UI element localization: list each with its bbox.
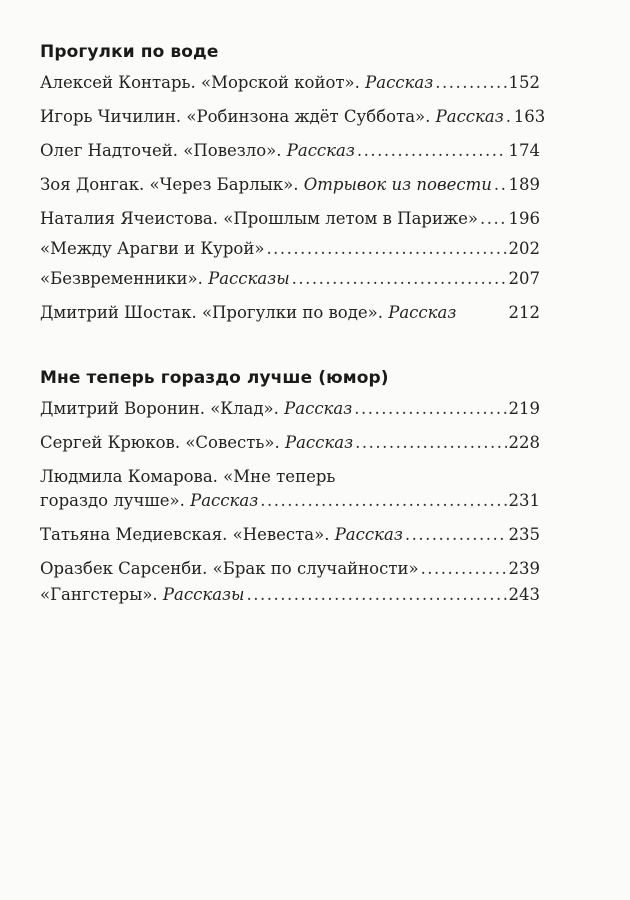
entry-page-number: 196 (508, 209, 540, 228)
entry-text: Дмитрий Шостак. «Прогулки по воде». (40, 303, 389, 322)
toc-entry (40, 72, 540, 94)
toc-entry (40, 174, 540, 196)
toc-entry (40, 524, 540, 546)
toc-section-humor (40, 368, 540, 606)
entry-text: Татьяна Медиевская. «Невеста». (40, 525, 335, 544)
toc-section-progulki (40, 42, 546, 324)
dot-leader (435, 72, 506, 94)
dot-leader (355, 432, 506, 454)
entry-page-number: 174 (508, 141, 540, 160)
entry-text: Дмитрий Воронин. «Клад». (40, 399, 285, 418)
entry-genre: Рассказ (284, 399, 353, 418)
entry-genre: Рассказ (190, 491, 259, 510)
entry-page-number: 219 (508, 399, 540, 418)
entry-text: «Между Арагви и Курой» (40, 239, 265, 258)
entry-page-number: 235 (508, 525, 540, 544)
dot-leader (480, 208, 507, 230)
dot-leader (405, 524, 507, 546)
entry-page-number: 239 (508, 559, 540, 578)
toc-entry (40, 140, 540, 162)
dot-leader (506, 106, 512, 128)
entry-text: Алексей Контарь. «Морской койот». (40, 73, 366, 92)
entry-text: «Безвременники». (40, 269, 209, 288)
dot-leader (421, 558, 507, 580)
entry-text-line: Людмила Комарова. «Мне теперь (40, 467, 336, 486)
entry-genre: Рассказ (286, 141, 355, 160)
dot-leader (260, 490, 506, 512)
entry-genre: Рассказ (334, 525, 403, 544)
dot-leader (292, 268, 507, 290)
entry-page-number: 189 (508, 175, 540, 194)
entry-page-number: 243 (508, 585, 540, 604)
toc-entry (40, 268, 540, 290)
toc-entry (40, 398, 540, 420)
entry-genre: Рассказ (388, 303, 457, 322)
toc-entry (40, 302, 540, 324)
dot-leader (246, 584, 506, 606)
toc-entry (40, 466, 540, 512)
entry-genre: Рассказ (284, 433, 354, 452)
entry-text: «Гангстеры». (40, 585, 163, 604)
toc-entry (40, 238, 540, 260)
entry-page-number: 231 (508, 491, 540, 510)
dot-leader (494, 174, 507, 196)
section-title: Прогулки по воде (40, 42, 219, 62)
entry-page-number: 207 (508, 269, 540, 288)
entry-page-number: 228 (508, 433, 540, 452)
entry-page-number: 212 (508, 303, 540, 322)
toc-entry (40, 432, 540, 454)
entry-text: Олег Надточей. «Повезло». (40, 141, 287, 160)
entry-text: гораздо лучше». (40, 491, 191, 510)
entry-text: Наталия Ячеистова. «Прошлым летом в Париже» (40, 209, 478, 228)
dot-leader (357, 140, 507, 162)
entry-genre: Отрывок из повести (303, 175, 492, 194)
entry-text: Игорь Чичилин. «Робинзона ждёт Суббота». (40, 107, 436, 126)
entry-genre: Рассказы (162, 585, 245, 604)
entry-text: Зоя Донгак. «Через Барлык». (40, 175, 304, 194)
entry-text: Сергей Крюков. «Совесть». (40, 433, 285, 452)
entry-page-number: 152 (508, 73, 540, 92)
entry-page-number: 202 (508, 239, 540, 258)
entry-text: Оразбек Сарсенби. «Брак по случайности» (40, 559, 419, 578)
toc-entry (40, 208, 540, 230)
entry-genre: Рассказ (365, 73, 434, 92)
section-title: Мне теперь гораздо лучше (юмор) (40, 368, 389, 388)
toc-entry (40, 558, 540, 580)
entry-genre: Рассказы (208, 269, 290, 288)
dot-leader (354, 398, 506, 420)
toc-entry (40, 584, 540, 606)
toc-entry (40, 106, 546, 128)
entry-genre: Рассказ (435, 107, 504, 126)
entry-page-number: 163 (513, 107, 546, 126)
dot-leader (266, 238, 506, 260)
